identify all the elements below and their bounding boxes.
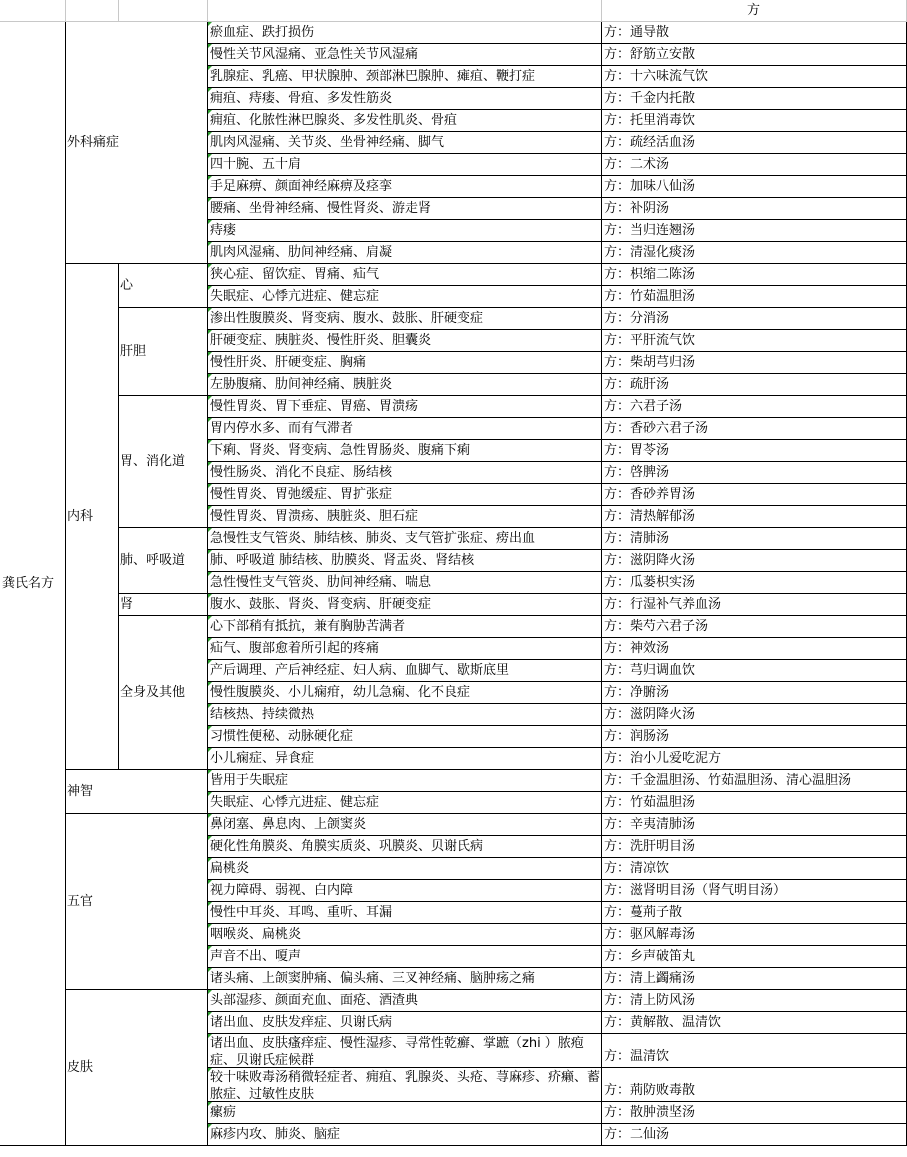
prescription-cell: 方：清热解郁汤 [601, 506, 907, 528]
header-cell-a [0, 0, 66, 22]
prescription-cell: 方：黄解散、温清饮 [601, 1012, 907, 1034]
symptom-cell: 慢性胃炎、胃下垂症、胃癌、胃溃疡 [207, 396, 602, 418]
symptom-cell: 麻疹内攻、肺炎、脑症 [207, 1124, 602, 1146]
prescription-cell: 方：二术汤 [601, 154, 907, 176]
prescription-cell: 方：当归连翘汤 [601, 220, 907, 242]
prescription-cell: 方：清凉饮 [601, 858, 907, 880]
prescription-cell: 方：神效汤 [601, 638, 907, 660]
symptom-cell: 咽喉炎、扁桃炎 [207, 924, 602, 946]
prescription-cell: 方：疏肝汤 [601, 374, 907, 396]
symptom-cell: 失眠症、心悸亢进症、健忘症 [207, 286, 602, 308]
symptom-cell: 渗出性腹膜炎、肾变病、腹水、鼓胀、肝硬变症 [207, 308, 602, 330]
category-cell: 神智 [65, 770, 208, 814]
prescription-cell: 方：清上蠲痛汤 [601, 968, 907, 990]
symptom-cell: 慢性中耳炎、耳鸣、重听、耳漏 [207, 902, 602, 924]
prescription-cell: 方：平肝流气饮 [601, 330, 907, 352]
prescription-cell: 方：托里消毒饮 [601, 110, 907, 132]
header-cell-c [118, 0, 208, 22]
prescription-cell: 方：荊防败毒散 [601, 1068, 907, 1102]
symptom-cell: 乳腺症、乳癌、甲状腺肿、颈部淋巴腺肿、瘫疽、鞭打症 [207, 66, 602, 88]
prescription-cell: 方：枳缩二陈汤 [601, 264, 907, 286]
group-cell: 龚氏名方 [0, 22, 66, 1146]
prescription-cell: 方：啓脾汤 [601, 462, 907, 484]
prescription-cell: 方：柴胡芎归汤 [601, 352, 907, 374]
header-cell-sym [207, 0, 602, 22]
symptom-cell: 硬化性角膜炎、角膜实质炎、巩膜炎、贝谢氏病 [207, 836, 602, 858]
prescription-cell: 方：十六味流气饮 [601, 66, 907, 88]
prescription-cell: 方：通导散 [601, 22, 907, 44]
prescription-cell: 方：蔓荊子散 [601, 902, 907, 924]
symptom-cell: 慢性胃炎、胃溃疡、胰脏炎、胆石症 [207, 506, 602, 528]
header-cell-b [65, 0, 119, 22]
prescription-cell: 方：六君子汤 [601, 396, 907, 418]
symptom-cell: 痈疽、痔瘘、骨疽、多发性筋炎 [207, 88, 602, 110]
symptom-cell: 四十腕、五十肩 [207, 154, 602, 176]
symptom-cell: 胃内停水多、而有气滞者 [207, 418, 602, 440]
symptom-cell: 肌肉风湿痛、关节炎、坐骨神经痛、脚气 [207, 132, 602, 154]
symptom-cell: 肺、呼吸道 肺结核、肋膜炎、肾盂炎、肾结核 [207, 550, 602, 572]
symptom-cell: 诸出血、皮肤发痒症、贝谢氏病 [207, 1012, 602, 1034]
category-cell: 外科痛症 [65, 22, 208, 264]
prescription-cell: 方：滋阴降火汤 [601, 704, 907, 726]
prescription-cell: 方：补阴汤 [601, 198, 907, 220]
subcategory-cell: 全身及其他 [118, 616, 208, 770]
category-cell: 五官 [65, 814, 208, 990]
subcategory-cell: 肾 [118, 594, 208, 616]
symptom-cell: 心下部稍有抵抗，兼有胸胁苦满者 [207, 616, 602, 638]
symptom-cell: 腰痛、坐骨神经痛、慢性肾炎、游走肾 [207, 198, 602, 220]
prescription-cell: 方：千金内托散 [601, 88, 907, 110]
prescription-cell: 方：清湿化痰汤 [601, 242, 907, 264]
subcategory-cell: 胃、消化道 [118, 396, 208, 528]
symptom-cell: 左胁腹痛、肋间神经痛、胰脏炎 [207, 374, 602, 396]
symptom-cell: 慢性肠炎、消化不良症、肠结核 [207, 462, 602, 484]
prescription-cell: 方：净腑汤 [601, 682, 907, 704]
symptom-cell: 诸头痛、上颌窦肿痛、偏头痛、三叉神经痛、脑肿疡之痛 [207, 968, 602, 990]
symptom-cell: 手足麻痹、颜面神经麻痹及痉挛 [207, 176, 602, 198]
category-cell: 皮肤 [65, 990, 208, 1146]
prescription-cell: 方：疏经活血汤 [601, 132, 907, 154]
prescription-cell: 方：竹茹温胆汤 [601, 792, 907, 814]
subcategory-cell: 肝胆 [118, 308, 208, 396]
symptom-cell: 产后调理、产后神经症、妇人病、血脚气、歇斯底里 [207, 660, 602, 682]
header-cell-rx: 方 [601, 0, 907, 22]
symptom-cell: 瘀血症、跌打损伤 [207, 22, 602, 44]
prescription-cell: 方：温清饮 [601, 1034, 907, 1068]
symptom-cell: 急性慢性支气管炎、肋间神经痛、喘息 [207, 572, 602, 594]
symptom-cell: 慢性肝炎、肝硬变症、胸痛 [207, 352, 602, 374]
symptom-cell: 狭心症、留饮症、胃痛、疝气 [207, 264, 602, 286]
symptom-cell: 习惯性便秘、动脉硬化症 [207, 726, 602, 748]
prescription-cell: 方：清上防风汤 [601, 990, 907, 1012]
symptom-cell: 急慢性支气管炎、肺结核、肺炎、支气管扩张症、痨出血 [207, 528, 602, 550]
prescription-cell: 方：香砂养胃汤 [601, 484, 907, 506]
symptom-cell: 瘰疬 [207, 1102, 602, 1124]
symptom-cell: 痈疽、化脓性淋巴腺炎、多发性肌炎、骨疽 [207, 110, 602, 132]
prescription-cell: 方：滋肾明目汤（肾气明目汤） [601, 880, 907, 902]
prescription-cell: 方：辛夷清肺汤 [601, 814, 907, 836]
symptom-cell: 肌肉风湿痛、肋间神经痛、肩凝 [207, 242, 602, 264]
symptom-cell: 肝硬变症、胰脏炎、慢性肝炎、胆囊炎 [207, 330, 602, 352]
prescription-cell: 方：分消汤 [601, 308, 907, 330]
prescription-cell: 方：洗肝明目汤 [601, 836, 907, 858]
symptom-cell: 鼻闭塞、鼻息肉、上颌窦炎 [207, 814, 602, 836]
prescription-cell: 方：竹茹温胆汤 [601, 286, 907, 308]
prescription-cell: 方：千金温胆汤、竹茹温胆汤、清心温胆汤 [601, 770, 907, 792]
prescription-cell: 方：芎归调血饮 [601, 660, 907, 682]
symptom-cell: 下痢、肾炎、肾变病、急性胃肠炎、腹痛下痢 [207, 440, 602, 462]
category-cell: 内科 [65, 264, 119, 770]
symptom-cell: 小儿痫症、异食症 [207, 748, 602, 770]
prescription-cell: 方：二仙汤 [601, 1124, 907, 1146]
symptom-cell: 失眠症、心悸亢进症、健忘症 [207, 792, 602, 814]
prescription-cell: 方：乡声破笛丸 [601, 946, 907, 968]
prescription-cell: 方：滋阴降火汤 [601, 550, 907, 572]
symptom-cell: 头部湿疹、颜面充血、面疮、酒渣典 [207, 990, 602, 1012]
symptom-cell: 声音不出、嗄声 [207, 946, 602, 968]
symptom-cell: 慢性关节风湿痛、亚急性关节风湿痛 [207, 44, 602, 66]
prescription-cell: 方：香砂六君子汤 [601, 418, 907, 440]
symptom-cell: 疝气、腹部愈着所引起的疼痛 [207, 638, 602, 660]
symptom-cell: 痔瘘 [207, 220, 602, 242]
prescription-cell: 方：驱风解毒汤 [601, 924, 907, 946]
subcategory-cell: 肺、呼吸道 [118, 528, 208, 594]
symptom-cell: 腹水、鼓胀、肾炎、肾变病、肝硬变症 [207, 594, 602, 616]
prescription-cell: 方：治小儿爱吃泥方 [601, 748, 907, 770]
prescription-cell: 方：加味八仙汤 [601, 176, 907, 198]
prescription-cell: 方：润肠汤 [601, 726, 907, 748]
prescription-cell: 方：胃苓汤 [601, 440, 907, 462]
symptom-cell: 慢性胃炎、胃弛缓症、胃扩张症 [207, 484, 602, 506]
prescription-cell: 方：清肺汤 [601, 528, 907, 550]
symptom-cell: 皆用于失眠症 [207, 770, 602, 792]
prescription-cell: 方：散肿溃坚汤 [601, 1102, 907, 1124]
symptom-cell: 结核热、持续微热 [207, 704, 602, 726]
prescription-cell: 方：舒筋立安散 [601, 44, 907, 66]
prescription-cell: 方：行湿补气养血汤 [601, 594, 907, 616]
prescription-cell: 方：瓜蒌枳实汤 [601, 572, 907, 594]
prescription-cell: 方：柴芍六君子汤 [601, 616, 907, 638]
symptom-cell: 扁桃炎 [207, 858, 602, 880]
symptom-cell: 视力障碍、弱视、白内障 [207, 880, 602, 902]
subcategory-cell: 心 [118, 264, 208, 308]
symptom-cell: 较十味败毒汤稍微轻症者、痈疽、乳腺炎、头疮、荨麻疹、疥癞、蓄脓症、过敏性皮肤 [207, 1068, 602, 1102]
symptom-cell: 诸出血、皮肤瘙痒症、慢性湿疹、寻常性乾癬、掌蹠（zhi ）脓疱症、贝谢氏症候群 [207, 1034, 602, 1068]
symptom-cell: 慢性腹膜炎、小儿痫疳，幼儿急痫、化不良症 [207, 682, 602, 704]
